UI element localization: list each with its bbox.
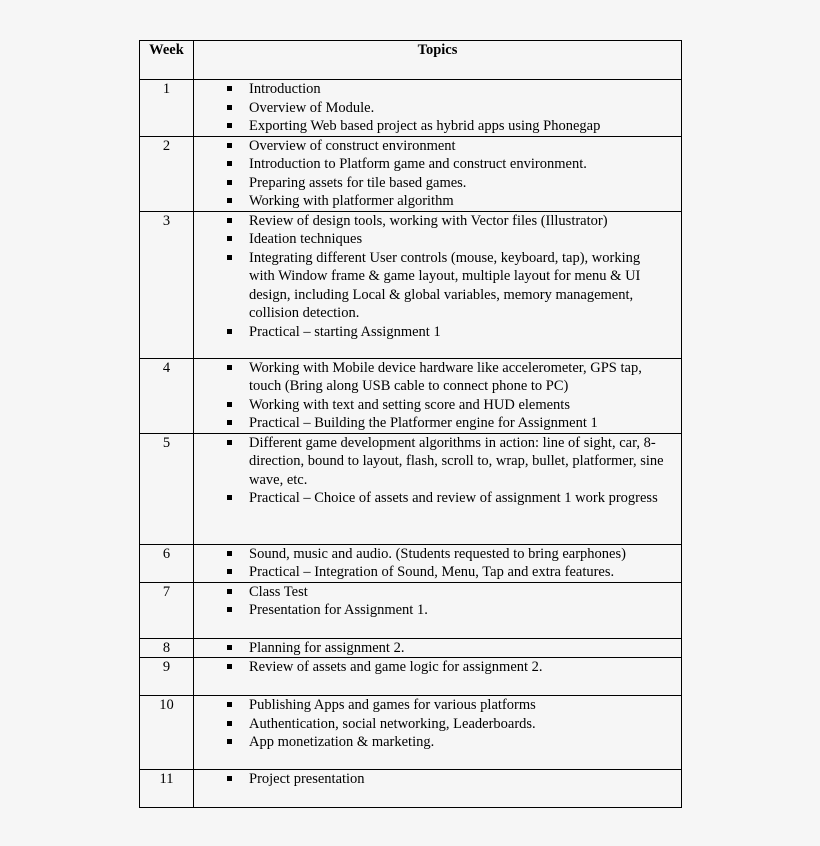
square-bullet-icon — [227, 607, 232, 612]
week-number: 5 — [140, 433, 194, 544]
topic-text: Presentation for Assignment 1. — [249, 602, 428, 618]
topic-text: Sound, music and audio. (Students requested to bring earphones) — [249, 545, 626, 562]
square-bullet-icon — [227, 365, 232, 370]
square-bullet-icon — [227, 236, 232, 241]
topic-text: Practical – Integration of Sound, Menu, Tap and extra features. — [249, 564, 615, 580]
list-item — [194, 80, 681, 99]
square-bullet-icon — [227, 776, 232, 781]
week-number: 2 — [140, 136, 194, 211]
header-row — [140, 41, 682, 80]
topic-text: Practical – starting Assignment 1 — [249, 323, 441, 340]
topic-text: Ideation techniques — [249, 231, 363, 247]
list-item — [194, 396, 681, 415]
week-number: 10 — [140, 696, 194, 770]
table-row — [140, 696, 682, 770]
week-number: 9 — [140, 658, 194, 696]
topic-list — [194, 212, 681, 342]
square-bullet-icon — [227, 420, 232, 425]
list-item — [194, 249, 681, 323]
topic-text: Introduction — [249, 81, 321, 97]
topics-column-header: Topics — [194, 41, 682, 80]
list-item — [194, 658, 681, 677]
week-number: 6 — [140, 544, 194, 582]
list-item — [194, 99, 681, 118]
topics-cell — [194, 770, 682, 808]
topic-text: Working with platformer algorithm — [249, 193, 454, 209]
topic-text: Project presentation — [249, 771, 365, 787]
topic-text: Overview of Module. — [249, 99, 375, 116]
course-schedule-table — [139, 40, 682, 808]
week-number: 11 — [140, 770, 194, 808]
topic-text: Review of assets and game logic for assignment 2. — [249, 659, 543, 675]
square-bullet-icon — [227, 495, 232, 500]
topic-text: Class Test — [249, 583, 308, 600]
square-bullet-icon — [227, 143, 232, 148]
topic-text: Authentication, social networking, Leaderboards. — [249, 715, 536, 732]
topics-cell — [194, 211, 682, 358]
square-bullet-icon — [227, 702, 232, 707]
topics-cell — [194, 136, 682, 211]
schedule-body — [140, 80, 682, 808]
table-row — [140, 658, 682, 696]
topics-cell — [194, 80, 682, 137]
topic-list — [194, 545, 681, 582]
list-item — [194, 770, 681, 789]
week-number: 4 — [140, 358, 194, 433]
square-bullet-icon — [227, 180, 232, 185]
list-item — [194, 174, 681, 193]
topic-list — [194, 583, 681, 620]
list-item — [194, 563, 681, 582]
week-number: 1 — [140, 80, 194, 137]
list-item — [194, 230, 681, 249]
square-bullet-icon — [227, 440, 232, 445]
topic-text: Practical – Choice of assets and review of assignment 1 work progress — [249, 490, 658, 506]
square-bullet-icon — [227, 105, 232, 110]
topic-list — [194, 434, 681, 508]
topic-text: Working with text and setting score and HUD elements — [249, 396, 570, 413]
square-bullet-icon — [227, 218, 232, 223]
topics-cell — [194, 544, 682, 582]
list-item — [194, 489, 681, 508]
week-number: 7 — [140, 582, 194, 638]
square-bullet-icon — [227, 721, 232, 726]
list-item — [194, 639, 681, 658]
topic-list — [194, 359, 681, 433]
topic-text: Working with Mobile device hardware like accelerometer, GPS tap, touch (Bring along USB cable to connect phone to PC) — [249, 359, 642, 394]
topics-cell — [194, 433, 682, 544]
topics-cell — [194, 582, 682, 638]
square-bullet-icon — [227, 739, 232, 744]
square-bullet-icon — [227, 123, 232, 128]
table-row — [140, 433, 682, 544]
topic-text: Publishing Apps and games for various platforms — [249, 697, 536, 713]
table-row — [140, 544, 682, 582]
topic-text: Exporting Web based project as hybrid apps using Phonegap — [249, 118, 601, 134]
list-item — [194, 583, 681, 602]
week-number: 8 — [140, 638, 194, 658]
list-item — [194, 192, 681, 211]
list-item — [194, 137, 681, 156]
list-item — [194, 414, 681, 433]
square-bullet-icon — [227, 86, 232, 91]
topics-cell — [194, 658, 682, 696]
square-bullet-icon — [227, 569, 232, 574]
list-item — [194, 715, 681, 734]
topic-text: Preparing assets for tile based games. — [249, 174, 467, 191]
table-row — [140, 211, 682, 358]
list-item — [194, 545, 681, 564]
topic-text: Planning for assignment 2. — [249, 639, 405, 656]
square-bullet-icon — [227, 329, 232, 334]
square-bullet-icon — [227, 551, 232, 556]
topic-list — [194, 770, 681, 789]
table-row — [140, 358, 682, 433]
topic-text: Integrating different User controls (mouse, keyboard, tap), working with Window frame & game layout, multiple layout for menu & UI design, including Local & global variables, memory management, collision detection. — [249, 249, 641, 321]
square-bullet-icon — [227, 645, 232, 650]
square-bullet-icon — [227, 589, 232, 594]
topics-cell — [194, 638, 682, 658]
square-bullet-icon — [227, 198, 232, 203]
week-number: 3 — [140, 211, 194, 358]
table-row — [140, 80, 682, 137]
week-column-header: Week — [140, 41, 194, 80]
topic-text: Practical – Building the Platformer engine for Assignment 1 — [249, 415, 598, 431]
square-bullet-icon — [227, 664, 232, 669]
topic-text: Review of design tools, working with Vector files (Illustrator) — [249, 212, 608, 229]
list-item — [194, 601, 681, 620]
topic-list — [194, 639, 681, 658]
list-item — [194, 733, 681, 752]
topic-text: Overview of construct environment — [249, 137, 456, 154]
list-item — [194, 155, 681, 174]
topic-text: App monetization & marketing. — [249, 734, 435, 750]
table-row — [140, 770, 682, 808]
table-row — [140, 638, 682, 658]
list-item — [194, 323, 681, 342]
topic-list — [194, 696, 681, 752]
square-bullet-icon — [227, 402, 232, 407]
square-bullet-icon — [227, 255, 232, 260]
table-row — [140, 136, 682, 211]
list-item — [194, 212, 681, 231]
list-item — [194, 117, 681, 136]
topic-list — [194, 80, 681, 136]
square-bullet-icon — [227, 161, 232, 166]
table-row — [140, 582, 682, 638]
topics-cell — [194, 358, 682, 433]
topic-text: Introduction to Platform game and construct environment. — [249, 156, 587, 172]
list-item — [194, 359, 681, 396]
list-item — [194, 696, 681, 715]
topic-list — [194, 137, 681, 211]
topics-cell — [194, 696, 682, 770]
list-item — [194, 434, 681, 490]
topic-list — [194, 658, 681, 677]
topic-text: Different game development algorithms in action: line of sight, car, 8-direction, bound to layout, flash, scroll to, wrap, bullet, platformer, sine wave, etc. — [249, 434, 664, 488]
